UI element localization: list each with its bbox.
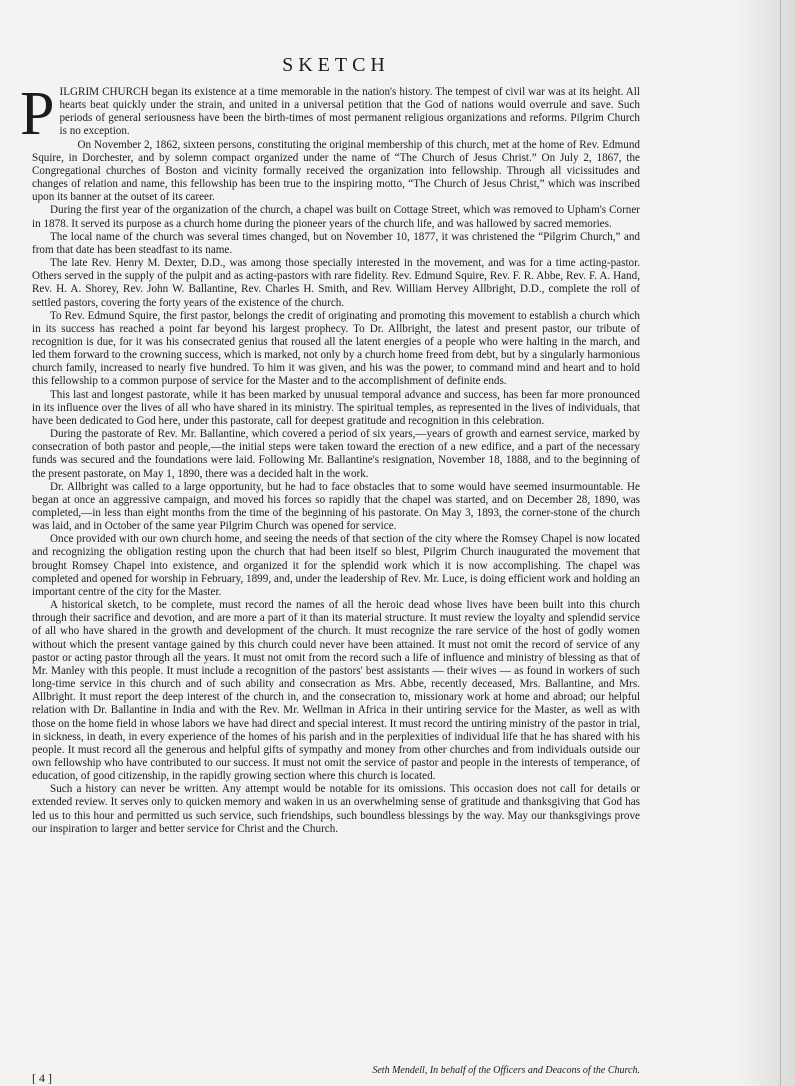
- paragraph-allbright-call: Dr. Allbright was called to a large opportunity, but he had to face obstacles that to some would have seemed insurmountable. He began at once an aggressive campaign, and moved his forces so rapidly that the chapel was started, and on December 28, 1890, was completed,—in less than eight months from the time of the beginning of his pastorate. On May 3, 1893, the corner-stone of the church was laid, and in October of the same year Pilgrim Church was opened for service.: [32, 480, 640, 533]
- paragraph-church-name: The local name of the church was several times changed, but on November 10, 1877, it was christened the “Pilgrim Church,” and from that date has been steadfast to its name.: [32, 230, 640, 256]
- paragraph-longest-pastorate: This last and longest pastorate, while it has been marked by unusual temporal advance and success, has been far more pronounced in its influence over the lives of all who have shared in its ministry. The spiritual temples, as represented in the lives of individuals, that have been dedicated to God here, under this pastorate, call for deepest gratitude and recognition in this celebration.: [32, 388, 640, 427]
- paragraph-pastors: The late Rev. Henry M. Dexter, D.D., was among those specially interested in the movement, and was for a time acting-pastor. Others served in the supply of the pulpit and as acting-pastors with rare fidelity. Rev. Edmund Squire, Rev. F. R. Abbe, Rev. F. A. Hand, Rev. H. A. Shorey, Rev. John W. Ballantine, Rev. Charles H. Smith, and Rev. William Hervey Allbright, D.D., complete the roll of settled pastors, covering the forty years of the existence of the church.: [32, 257, 640, 309]
- document-page: [20, 54, 640, 1085]
- drop-cap: P: [20, 80, 55, 148]
- signature: Seth Mendell, In behalf of the Officers and Deacons of the Church.: [372, 1065, 640, 1076]
- opening-paragraph: [20, 80, 640, 148]
- paragraph-founding: On November 2, 1862, sixteen persons, constituting the original membership of this church, met at the home of Rev. Edmund Squire, in Dorchester, and by solemn compact organized under the name of “The Church of Jesus Christ.” On July 2, 1867, the Congregational churches of Boston and vicinity formally received the organization into fellowship. Through all vicissitudes and changes of relation and name, this fellowship has been true to the inspiring motto, “The Church of Jesus Christ,” which was inscribed upon its banner at the outset of its career.: [32, 138, 640, 204]
- opening-text: ILGRIM CHURCH began its existence at a time memorable in the nation's history. The tempest of civil war was at its height. All hearts beat quickly under the strain, and united in a universal petition that the God of nations would overrule and save. Such periods of general seriousness have been the birth-times of most permanent religious organizations and reforms. Pilgrim Church is no exception.: [59, 86, 640, 138]
- page-edge-line: [780, 0, 781, 1086]
- page-edge-shadow: [735, 0, 795, 1086]
- sketch-body: [20, 80, 640, 836]
- paragraph-first-chapel: During the first year of the organization of the church, a chapel was built on Cottage Street, which was removed to Upham's Corner in 1878. It served its purpose as a church home during the pioneer years of the church life, and was hallowed by sacred memories.: [32, 204, 640, 230]
- paragraph-historical-sketch: A historical sketch, to be complete, must record the names of all the heroic dead whose lives have been built into this church through their sacrifice and devotion, and are more a part of it than its material structure. It must review the loyalty and splendid service of all who have shared in the growth and development of the church. It must recognize the rare service of the host of godly women without which the present vantage gained by this church could never have been attained. It must not omit the record of service of any pastor or acting pastor through all the years. It must not omit from the record such a life of influence and ministry of blessing as that of Mr. Manley with this people. It must include a recognition of the pastors' best assistants — their wives — as found in workers of such long-time service in this church and of such ability and consecration as Mrs. Abbe, recently deceased, Mrs. Ballantine, and Mrs. Allbright. It must report the deep interest of the church in, and the consecration to, missionary work at home and abroad; our helpful relation with Dr. Ballantine in India and with the Rev. Mr. Wellman in Africa in their untiring service for the Master, as well as with those on the home field in whose labors we have had direct and special interest. It must record the untiring ministry of the pastor in trial, in sickness, in death, in every experience of the homes of his parish and in the perplexities of individual life that he has shared with his people. It must record all the generous and helpful gifts of sympathy and money from other churches and from individuals outside our own fellowship who have contributed to our success. It must not omit the service of pastor and people in the interests of temperance, of education, of good citizenship, in the rapidly growing section where this church is located.: [32, 599, 640, 783]
- paragraph-ballantine: During the pastorate of Rev. Mr. Ballantine, which covered a period of six years,—years of growth and earnest service, marked by consecration of both pastor and people,—the initial steps were taken toward the erection of a new edifice, and a part of the necessary funds was secured and the foundations were laid. Following Mr. Ballantine's resignation, November 18, 1888, and to the beginning of the present pastorate, on May 1, 1890, there was a decided halt in the work.: [32, 428, 640, 480]
- paragraph-romsey-chapel: Once provided with our own church home, and seeing the needs of that section of the city where the Romsey Chapel is now located and recognizing the obligation resting upon the church that had been itself so blest, Pilgrim Church inaugurated the movement that brought Romsey Chapel into existence, and organized it for the splendid work which it is now accomplishing. The chapel was completed and opened for worship in February, 1899, and, under the leadership of Rev. Mr. Luce, is doing efficient work and holding an important centre of the city for the Master.: [32, 533, 640, 598]
- paragraph-squire-allbright: To Rev. Edmund Squire, the first pastor, belongs the credit of originating and promoting this movement to establish a church which in its success has reached a point far beyond his largest prophecy. To Dr. Allbright, the latest and present pastor, our tribute of recognition is due, for it was his consecrated genius that roused all the latent energies of a people who were halting in the march, and led them forward to the crowning success, which is marked, not only by a church home freed from debt, but by a singularly harmonious church family, increased to nearly five hundred. To him it was given, and his was the power, to command mind and heart and to hold this fellowship to a common purpose of service for the Master and to the accomplishment of definite ends.: [32, 309, 640, 388]
- page-heading: SKETCH: [282, 54, 390, 76]
- page-number: [ 4 ]: [32, 1071, 52, 1085]
- paragraph-closing: Such a history can never be written. Any attempt would be notable for its omissions. This occasion does not call for details or extended review. It serves only to quicken memory and waken in us an overwhelming sense of gratitude and thanksgiving that God has led us to this hour and permitted us such service, such friendships, such boundless blessings by the way. May our thanksgivings prove our inspiration to larger and better service for Christ and the Church.: [32, 783, 640, 835]
